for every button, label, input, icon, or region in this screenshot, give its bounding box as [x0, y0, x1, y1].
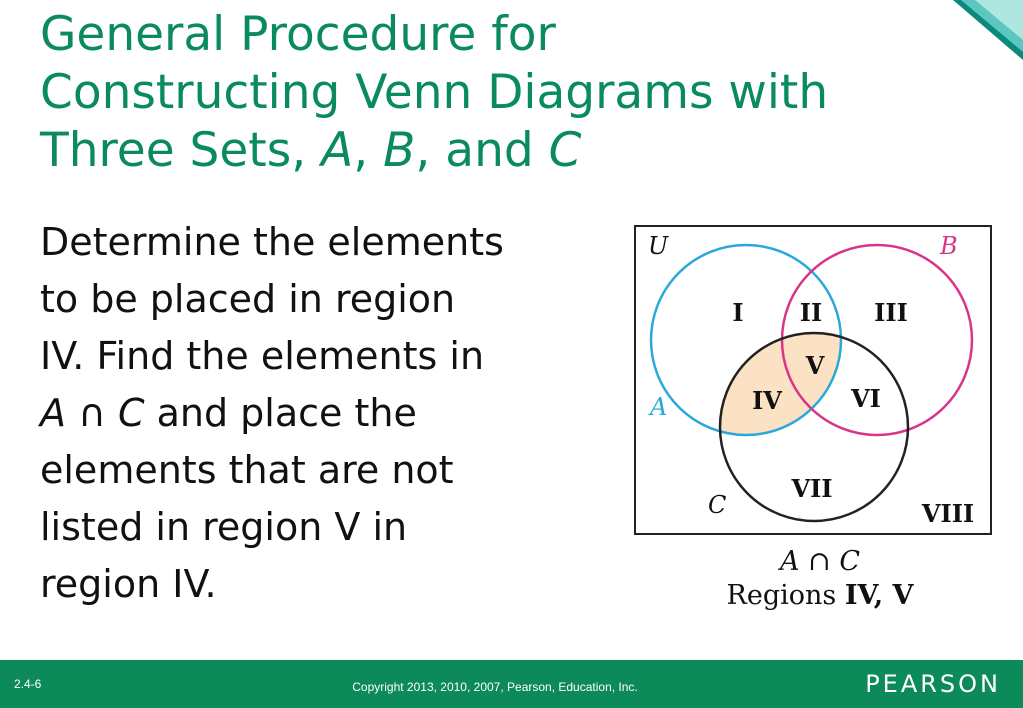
title-line-3-prefix: Three Sets,	[40, 123, 322, 178]
caption-set-a: A	[780, 546, 800, 577]
title-sep-2: , and	[415, 123, 549, 178]
title-sep-1: ,	[353, 123, 384, 178]
region-ii: II	[799, 298, 823, 327]
copyright-text: Copyright 2013, 2010, 2007, Pearson, Education, Inc.	[352, 680, 638, 694]
caption-regions-prefix: Regions	[726, 580, 845, 611]
body-line-1: Determine the elements	[40, 220, 504, 264]
title-line-2: Constructing Venn Diagrams with	[40, 65, 829, 120]
title-line-1: General Procedure for	[40, 7, 556, 62]
body-line-3: IV. Find the elements in	[40, 334, 485, 378]
title-set-a: A	[321, 123, 354, 178]
body-line-6: listed in region V in	[40, 505, 408, 549]
pearson-logo: PEARSON	[865, 670, 1001, 698]
body-set-c: C	[117, 391, 145, 435]
region-i: I	[732, 298, 744, 327]
caption-regions-value: IV, V	[844, 580, 914, 611]
caption-set-c: C	[839, 546, 860, 577]
slide-title	[40, 6, 990, 180]
region-iii: III	[874, 298, 908, 327]
body-intersection-op: ∩	[66, 391, 118, 435]
diagram-caption	[700, 545, 940, 613]
title-set-b: B	[383, 123, 416, 178]
label-u: U	[648, 232, 669, 260]
label-a: A	[650, 393, 668, 421]
title-set-c: C	[548, 123, 582, 178]
venn-diagram	[630, 222, 995, 540]
body-paragraph	[40, 214, 630, 613]
region-vi: VI	[851, 384, 881, 413]
region-viii: VIII	[921, 499, 975, 528]
body-line-2: to be placed in region	[40, 277, 456, 321]
footer-bar	[0, 660, 1023, 708]
body-set-a: A	[40, 391, 66, 435]
region-v: V	[805, 351, 825, 380]
label-b: B	[940, 232, 958, 260]
body-line-5: elements that are not	[40, 448, 454, 492]
slide-number: 2.4-6	[14, 677, 42, 691]
caption-op: ∩	[799, 546, 840, 577]
label-c: C	[708, 491, 727, 519]
body-line-7: region IV.	[40, 562, 217, 606]
region-vii: VII	[791, 474, 833, 503]
region-iv: IV	[752, 386, 782, 415]
body-line-4-rest: and place the	[144, 391, 417, 435]
